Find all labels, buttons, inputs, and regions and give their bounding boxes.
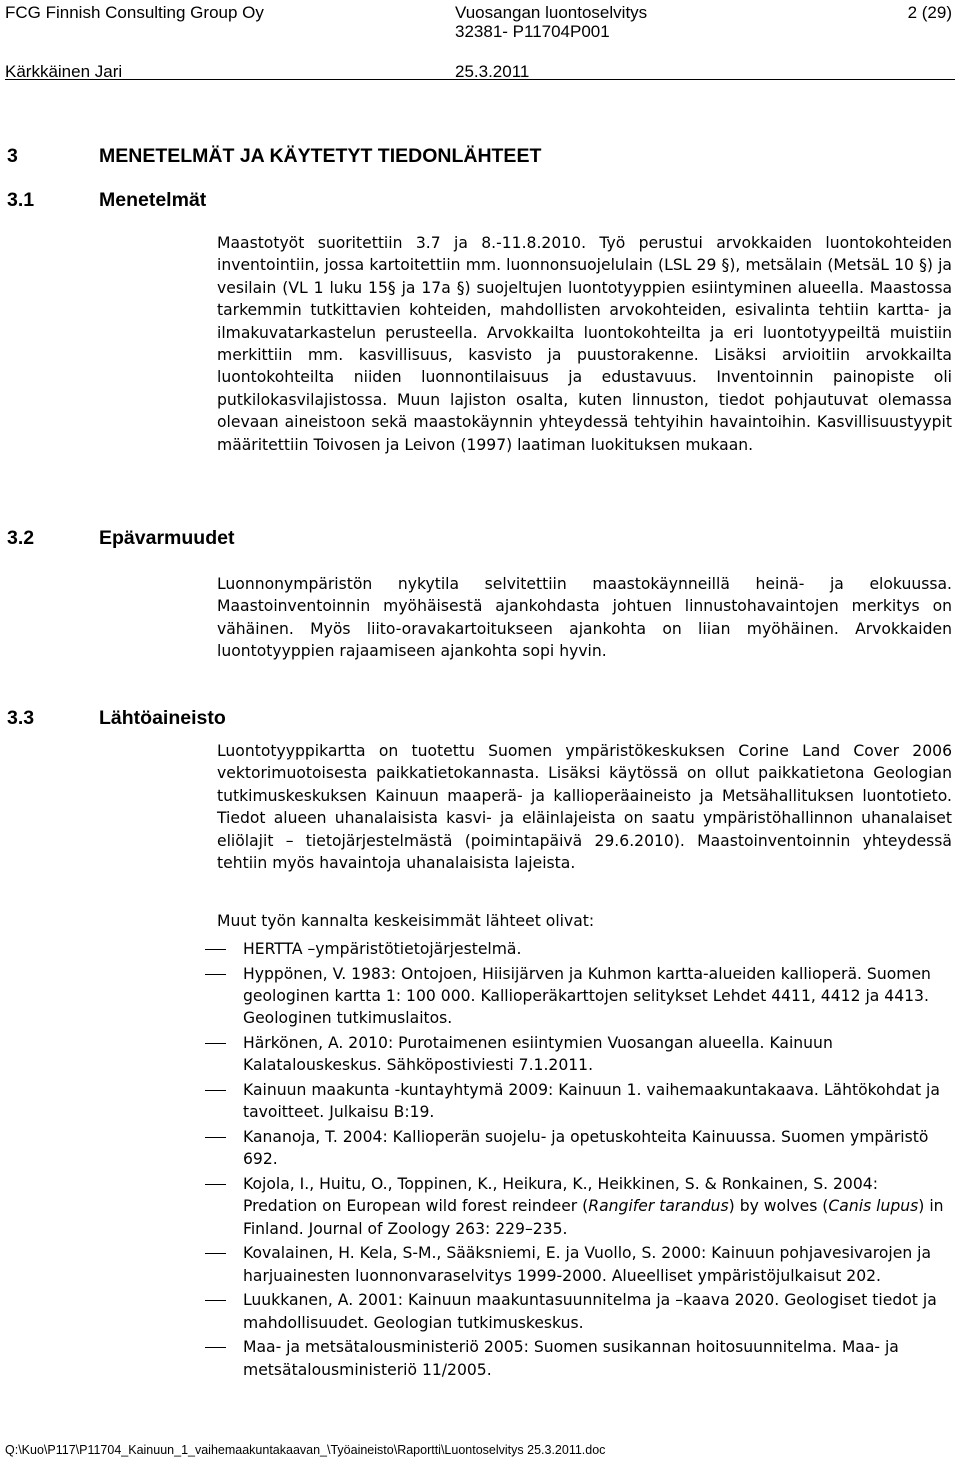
dash-bullet bbox=[205, 1253, 226, 1254]
reference-text: HERTTA –ympäristötietojärjestelmä. bbox=[243, 940, 522, 958]
paragraph-epavarmuudet: Luonnonympäristön nykytila selvitettiin maastokäynneillä heinä- ja elokuussa. Maastoinventoinnin myöhäisestä ajankohdasta johtuen linnustohavaintojen merkitys on vähäinen. Myös liito-oravakartoitukseen ajankohta on liian myöhäinen. Arvokkaiden luontotyyppien rajaamiseen ajankohta sopi hyvin. bbox=[217, 575, 952, 661]
reference-text: Härkönen, A. 2010: Purotaimenen esiintymien Vuosangan alueella. Kainuun Kalatalouskeskus. Sähköpostiviesti 7.1.2011. bbox=[243, 1034, 833, 1075]
header-date: 25.3.2011 bbox=[455, 62, 530, 81]
heading-title: MENETELMÄT JA KÄYTETYT TIEDONLÄHTEET bbox=[99, 145, 542, 167]
heading-number: 3.2 bbox=[7, 527, 35, 549]
dash-bullet bbox=[205, 1347, 226, 1348]
heading-title: Lähtöaineisto bbox=[99, 707, 226, 729]
heading-title: Epävarmuudet bbox=[99, 527, 235, 549]
reference-text: Kainuun maakunta -kuntayhtymä 2009: Kainuun 1. vaihemaakuntakaava. Lähtökohdat ja tavoitteet. Julkaisu B:19. bbox=[243, 1081, 940, 1122]
reference-item bbox=[205, 1242, 952, 1287]
reference-item bbox=[205, 1173, 952, 1240]
reference-list bbox=[205, 938, 952, 1383]
reference-item bbox=[205, 963, 952, 1030]
heading-section-3-2 bbox=[7, 526, 234, 550]
reference-text: Luukkanen, A. 2001: Kainuun maakuntasuunnitelma ja –kaava 2020. Geologiset tiedot ja mahdollisuudet. Geologian tutkimuskeskus. bbox=[243, 1291, 937, 1332]
dash-bullet bbox=[205, 1137, 226, 1138]
reference-item bbox=[205, 1126, 952, 1171]
reference-item bbox=[205, 1336, 952, 1381]
dash-bullet bbox=[205, 1043, 226, 1044]
paragraph-sources-intro: Muut työn kannalta keskeisimmät lähteet olivat: bbox=[217, 912, 595, 930]
dash-bullet bbox=[205, 1300, 226, 1301]
header-report-title: Vuosangan luontoselvitys bbox=[455, 3, 648, 22]
heading-number: 3.1 bbox=[7, 189, 35, 211]
paragraph-menetelmat: Maastotyöt suoritettiin 3.7 ja 8.-11.8.2010. Työ perustui arvokkaiden luontokohteiden inventointiin, jossa kartoitettiin mm. luonnonsuojelulain (LSL 29 §), metsälain (MetsäL 10 §) ja vesilain (VL 1 luku 15§ ja 17a §) suojeltujen luontotyyppien esiintyminen alueella. Maastossa tarkemmin tutkittavien kohteiden, mahdollisten arvokohteiden, esivalinta tehtiin kartta- ja ilmakuvatarkastelun perusteella. Arvokkailta luontokohteilta ja eri luontotyypeiltä muistiin merkittiin mm. kasvillisuus, kasvisto ja puustorakenne. Lisäksi arvioitiin arvokkailta luontokohteilta niiden luonnontilaisuus ja edustavuus. Inventoinnin painopiste oli putkilokasvilajistossa. Muun lajiston osalta, kuten linnuston, tiedot pohjautuvat olemassa olevaan aineistoon sekä maastokäynnin yhteydessä tehtyihin havaintoihin. Kasvillisuustyypit määritettiin Toivosen ja Leivon (1997) laatiman luokituksen mukaan. bbox=[217, 234, 952, 454]
reference-text: Kananoja, T. 2004: Kallioperän suojelu- ja opetuskohteita Kainuussa. Suomen ympäristö 692. bbox=[243, 1128, 929, 1169]
header-page-number: 2 (29) bbox=[907, 3, 952, 22]
reference-text-pre: Kojola, I., Huitu, O., Toppinen, K., Heikura, K., Heikkinen, S. & Ronkainen, S. 2004: Predation on European wild forest reindeer ( bbox=[243, 1175, 878, 1216]
reference-item bbox=[205, 1032, 952, 1077]
reference-item bbox=[205, 1289, 952, 1334]
reference-text: Hyppönen, V. 1983: Ontojoen, Hiisijärven ja Kuhmon kartta-alueiden kallioperä. Suomen geologinen kartta 1: 100 000. Kallioperäkarttojen selitykset Lehdet 4411, 4412 ja 4413. Geologinen tutkimuslaitos. bbox=[243, 964, 931, 1028]
heading-number: 3.3 bbox=[7, 707, 35, 729]
dash-bullet bbox=[205, 1184, 226, 1185]
header-author: Kärkkäinen Jari bbox=[5, 62, 123, 81]
paragraph-lahtoaineisto: Luontotyyppikartta on tuotettu Suomen ympäristökeskuksen Corine Land Cover 2006 vektorimuotoisesta paikkatietokannasta. Lisäksi käytössä on ollut paikkatietona Geologian tutkimuskeskuksen Kainuun maaperä- ja kallioperäaineisto ja Metsähallituksen luontotieto. Tiedot alueen uhanalaisista kasvi- ja eläinlajeista on saatu ympäristöhallinnon uhanalaiset eliölajit – tietojärjestelmästä (poimintapäivä 29.6.2010). Maastoinventoinnin yhteydessä tehtiin myös havaintoja uhanalaisista lajeista. bbox=[217, 742, 952, 873]
reference-item bbox=[205, 938, 952, 960]
dash-bullet bbox=[205, 1090, 226, 1091]
species-name-wolf: Canis lupus bbox=[828, 1197, 919, 1216]
heading-section-3-1 bbox=[7, 188, 206, 212]
header-company: FCG Finnish Consulting Group Oy bbox=[5, 3, 264, 22]
heading-section-3-3 bbox=[7, 706, 226, 730]
header-divider bbox=[5, 79, 955, 80]
footer-file-path: Q:\Kuo\P117\P11704_Kainuun_1_vaihemaakuntakaavan_\Työaineisto\Raportti\Luontoselvitys 25.3.2011.doc bbox=[5, 1443, 606, 1457]
reference-text-mid: ) by wolves ( bbox=[728, 1197, 829, 1216]
header-project-code: 32381- P11704P001 bbox=[455, 22, 610, 41]
heading-section-3 bbox=[7, 144, 541, 168]
species-name-reindeer: Rangifer tarandus bbox=[588, 1197, 729, 1216]
dash-bullet bbox=[205, 974, 226, 975]
dash-bullet bbox=[205, 949, 226, 950]
reference-text-post: ) in Finland. Journal of Zoology 263: 229–235. bbox=[243, 1197, 944, 1238]
heading-number: 3 bbox=[7, 145, 18, 167]
reference-item bbox=[205, 1079, 952, 1124]
reference-text: Kovalainen, H. Kela, S-M., Sääksniemi, E. ja Vuollo, S. 2000: Kainuun pohjavesivarojen ja harjuainesten luonnonvaraselvitys 1999-2000. Alueelliset ympäristöjulkaisut 202. bbox=[243, 1244, 932, 1285]
reference-text: Maa- ja metsätalousministeriö 2005: Suomen susikannan hoitosuunnitelma. Maa- ja metsätalousministeriö 11/2005. bbox=[243, 1338, 899, 1379]
heading-title: Menetelmät bbox=[99, 189, 207, 211]
